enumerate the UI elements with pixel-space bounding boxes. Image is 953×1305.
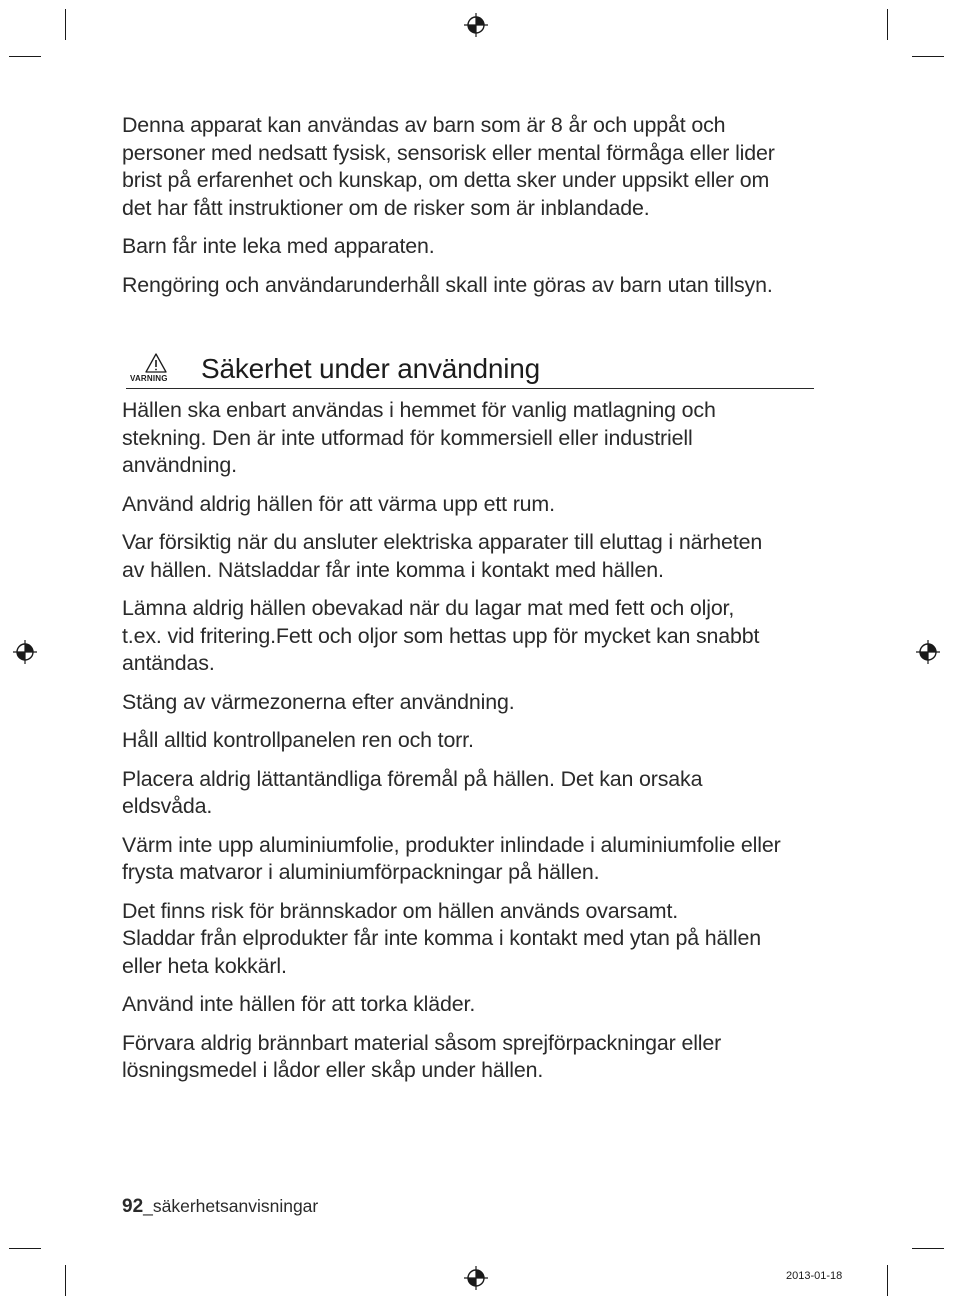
page-footer (122, 1196, 318, 1218)
crop-mark (887, 9, 888, 40)
registration-mark-icon (464, 13, 488, 37)
paragraph: Rengöring och användarunderhåll skall inte göras av barn utan tillsyn. (122, 272, 773, 297)
footer-section-name: _säkerhetsanvisningar (143, 1196, 319, 1216)
intro-text (122, 112, 852, 310)
section-header (126, 352, 814, 389)
crop-mark (912, 56, 944, 57)
print-date: 2013-01-18 (786, 1270, 843, 1282)
paragraph: Det finns risk för brännskador om hällen används ovarsamt. Sladdar från elprodukter får inte komma i kontakt med ytan på hällen eller heta kokkärl. (122, 898, 761, 978)
paragraph: Lämna aldrig hällen obevakad när du lagar mat med fett och oljor, t.ex. vid fritering.Fett och oljor som hettas upp för mycket kan snabbt antändas. (122, 596, 760, 675)
registration-mark-icon (916, 640, 940, 664)
paragraph: Barn får inte leka med apparaten. (122, 234, 435, 258)
warning-label: VARNING (130, 374, 168, 383)
paragraph: Hällen ska enbart användas i hemmet för vanlig matlagning och stekning. Den är inte utformad för kommersiell eller industriell användning. (122, 398, 716, 477)
paragraph: Håll alltid kontrollpanelen ren och torr. (122, 728, 474, 752)
paragraph: Placera aldrig lättantändliga föremål på hällen. Det kan orsaka eldsvåda. (122, 766, 703, 818)
paragraph: Använd aldrig hällen för att värma upp ett rum. (122, 491, 555, 516)
registration-mark-icon (464, 1266, 488, 1290)
crop-mark (912, 1248, 944, 1249)
crop-mark (9, 56, 41, 57)
paragraph: Denna apparat kan användas av barn som är 8 år och uppåt och personer med nedsatt fysisk, sensorisk eller mental förmåga eller lider brist på erfarenhet och kunskap, om detta sker under uppsikt eller om det har fått instruktioner om de risker som är inblandade. (122, 113, 775, 220)
paragraph: Stäng av värmezonerna efter användning. (122, 689, 515, 714)
page-number: 92 (122, 1196, 144, 1217)
body-text (122, 397, 852, 1096)
paragraph: Värm inte upp aluminiumfolie, produkter inlindade i aluminiumfolie eller frysta matvaror i aluminiumförpackningar på hällen. (122, 832, 781, 884)
section-title: Säkerhet under användning (201, 353, 541, 384)
paragraph: Förvara aldrig brännbart material såsom sprejförpackningar eller lösningsmedel i lådor eller skåp under hällen. (122, 1030, 722, 1082)
registration-mark-icon (13, 640, 37, 664)
crop-mark (9, 1248, 41, 1249)
paragraph: Var försiktig när du ansluter elektriska apparater till eluttag i närheten av hällen. Nätsladdar får inte komma i kontakt med hällen. (122, 530, 763, 582)
crop-mark (65, 1265, 66, 1296)
paragraph: Använd inte hällen för att torka kläder. (122, 992, 476, 1016)
crop-mark (65, 9, 66, 40)
crop-mark (887, 1265, 888, 1296)
